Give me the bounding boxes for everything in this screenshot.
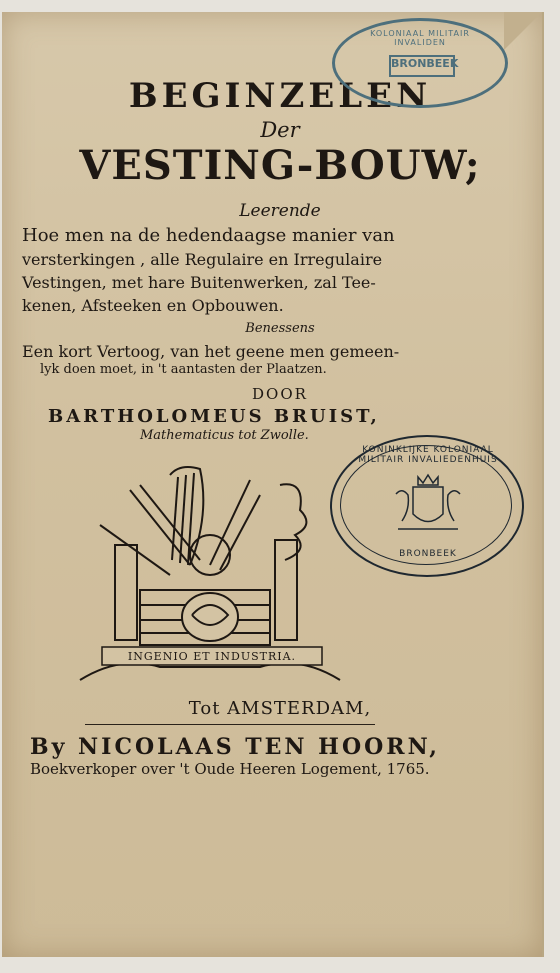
imprint-publisher: By NICOLAAS TEN HOORN, xyxy=(30,734,440,760)
page-corner xyxy=(504,12,542,50)
organ-pipes-icon xyxy=(115,545,137,640)
imprint-rule xyxy=(85,724,375,725)
stamp-top-center-text: BRONBEEK xyxy=(391,57,459,70)
text-line-5: Een kort Vertoog, van het geene men gemeen- xyxy=(22,342,400,361)
stamp-top-box xyxy=(389,55,459,77)
coat-of-arms-icon xyxy=(388,469,468,539)
text-line-4: kenen, Afsteeken en Opbouwen. xyxy=(22,296,284,315)
stamp-top-ring-text: KOLONIAAL MILITAIR INVALIDEN xyxy=(370,29,470,47)
author-name: BARTHOLOMEUS BRUIST, xyxy=(48,406,380,427)
author-title: Mathematicus tot Zwolle. xyxy=(140,428,309,443)
monogram-icon xyxy=(182,593,238,641)
library-stamp-top xyxy=(332,18,508,108)
stamp-oval-ring-text: KONINKLIJKE KOLONIAAL MILITAIR INVALIEDENHUIS xyxy=(358,445,498,465)
title-line-2: Der xyxy=(260,118,300,142)
subtitle-leerende: Leerende xyxy=(239,201,321,221)
text-line-6: lyk doen moet, in 't aantasten der Plaatzen. xyxy=(40,362,327,377)
printers-emblem-icon xyxy=(60,455,360,695)
imprint-city: Tot AMSTERDAM, xyxy=(188,698,372,719)
motto-text: INGENIO ET INDUSTRIA. xyxy=(127,650,297,663)
title-line-1: BEGINZELEN xyxy=(128,76,432,116)
text-line-2: versterkingen , alle Regulaire en Irregulaire xyxy=(22,250,383,269)
main-title: VESTING-BOUW; xyxy=(79,142,481,189)
text-line-3: Vestingen, met hare Buitenwerken, zal Tee- xyxy=(22,273,376,292)
benevens-label: Benessens xyxy=(245,321,315,336)
imprint-address: Boekverkoper over 't Oude Heeren Logement, 1765. xyxy=(30,760,430,778)
stamp-oval-bottom-text: BRONBEEK xyxy=(399,549,457,559)
door-label: DOOR xyxy=(252,385,308,403)
text-line-1: Hoe men na de hedendaagse manier van xyxy=(22,225,395,246)
library-stamp-oval xyxy=(330,435,524,577)
